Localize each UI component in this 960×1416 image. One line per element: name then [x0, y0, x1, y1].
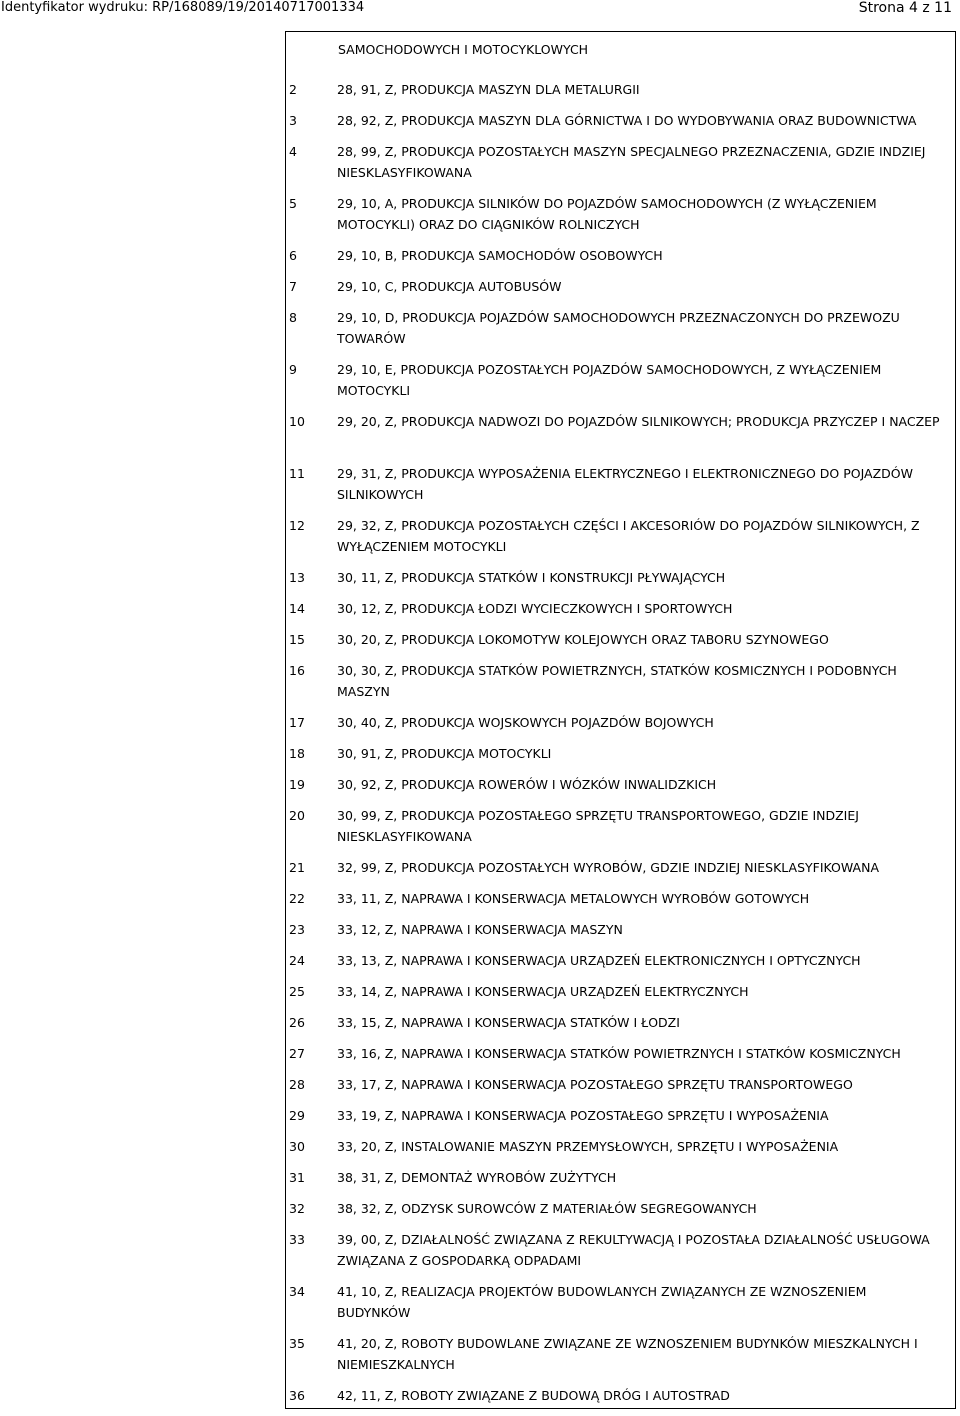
list-item: [289, 1105, 956, 1136]
list-item: [289, 598, 956, 629]
list-item-number: 15: [289, 632, 305, 647]
list-item: [289, 805, 956, 857]
list-item-text: 29, 10, A, PRODUKCJA SILNIKÓW DO POJAZDÓW SAMOCHODOWYCH (Z WYŁĄCZENIEM MOTOCYKLI) ORAZ DO CIĄGNIKÓW ROLNICZYCH: [337, 196, 877, 232]
list-item-number: 14: [289, 601, 305, 616]
list-item: [289, 245, 956, 276]
list-item: [289, 411, 956, 463]
page-header: [0, 0, 960, 18]
list-item: [289, 463, 956, 515]
list-item: [289, 276, 956, 307]
list-item-number: 25: [289, 984, 305, 999]
list-item-number: 34: [289, 1284, 305, 1299]
list-item-text: 29, 20, Z, PRODUKCJA NADWOZI DO POJAZDÓW SILNIKOWYCH; PRODUKCJA PRZYCZEP I NACZEP: [337, 414, 940, 429]
list-item-text: 30, 11, Z, PRODUKCJA STATKÓW I KONSTRUKCJI PŁYWAJĄCYCH: [337, 570, 726, 585]
list-item-number: 20: [289, 808, 305, 823]
list-item-number: 17: [289, 715, 305, 730]
list-item-text: 30, 20, Z, PRODUKCJA LOKOMOTYW KOLEJOWYCH ORAZ TABORU SZYNOWEGO: [337, 632, 829, 647]
list-item: [289, 857, 956, 888]
list-item-text: 28, 91, Z, PRODUKCJA MASZYN DLA METALURGII: [337, 82, 640, 97]
list-item-number: 9: [289, 362, 297, 377]
list-item: [289, 1012, 956, 1043]
list-item-number: 4: [289, 144, 297, 159]
list-item: [289, 359, 956, 411]
page-indicator: Strona 4 z 11: [858, 0, 952, 16]
list-item-number: 26: [289, 1015, 305, 1030]
list-item-text: 30, 91, Z, PRODUKCJA MOTOCYKLI: [337, 746, 552, 761]
list-item: [289, 1229, 956, 1281]
list-item-number: 10: [289, 414, 305, 429]
list-item: [289, 515, 956, 567]
list-item-number: 11: [289, 466, 305, 481]
list-item: [289, 1333, 956, 1385]
list-item-text: 32, 99, Z, PRODUKCJA POZOSTAŁYCH WYROBÓW, GDZIE INDZIEJ NIESKLASYFIKOWANA: [337, 860, 880, 875]
list-item-number: 12: [289, 518, 305, 533]
list-item-text: 29, 32, Z, PRODUKCJA POZOSTAŁYCH CZĘŚCI I AKCESORIÓW DO POJAZDÓW SILNIKOWYCH, Z WYŁĄCZENIEM MOTOCYKLI: [337, 518, 920, 554]
list-item-text: 30, 12, Z, PRODUKCJA ŁODZI WYCIECZKOWYCH I SPORTOWYCH: [337, 601, 733, 616]
list-item: [289, 307, 956, 359]
list-item-number: 33: [289, 1232, 305, 1247]
list-item-number: 27: [289, 1046, 305, 1061]
list-item-number: 35: [289, 1336, 305, 1351]
list-item-text: 33, 12, Z, NAPRAWA I KONSERWACJA MASZYN: [337, 922, 623, 937]
list-item: [289, 1167, 956, 1198]
list-item: [289, 712, 956, 743]
list-item-text: 29, 10, E, PRODUKCJA POZOSTAŁYCH POJAZDÓW SAMOCHODOWYCH, Z WYŁĄCZENIEM MOTOCYKLI: [337, 362, 882, 398]
list-item-number: 7: [289, 279, 297, 294]
list-item-number: 28: [289, 1077, 305, 1092]
list-item-text: 29, 10, D, PRODUKCJA POJAZDÓW SAMOCHODOWYCH PRZEZNACZONYCH DO PRZEWOZU TOWARÓW: [337, 310, 900, 346]
list-item-number: 31: [289, 1170, 305, 1185]
list-item-text: 39, 00, Z, DZIAŁALNOŚĆ ZWIĄZANA Z REKULTYWACJĄ I POZOSTAŁA DZIAŁALNOŚĆ USŁUGOWA ZWIĄZANA Z GOSPODARKĄ ODPADAMI: [337, 1232, 930, 1268]
list-item-text: 38, 31, Z, DEMONTAŻ WYROBÓW ZUŻYTYCH: [337, 1170, 617, 1185]
list-item-text: 29, 31, Z, PRODUKCJA WYPOSAŻENIA ELEKTRYCZNEGO I ELEKTRONICZNEGO DO POJAZDÓW SILNIKOWYCH: [337, 466, 913, 502]
list-item-text: 28, 92, Z, PRODUKCJA MASZYN DLA GÓRNICTWA I DO WYDOBYWANIA ORAZ BUDOWNICTWA: [337, 113, 917, 128]
list-item-number: 18: [289, 746, 305, 761]
list-item-number: 23: [289, 922, 305, 937]
list-item-number: 29: [289, 1108, 305, 1123]
list-item: [289, 141, 956, 193]
list-item: [289, 743, 956, 774]
list-item-text: 30, 40, Z, PRODUKCJA WOJSKOWYCH POJAZDÓW BOJOWYCH: [337, 715, 714, 730]
list-item: [289, 629, 956, 660]
list-item-text: 30, 92, Z, PRODUKCJA ROWERÓW I WÓZKÓW INWALIDZKICH: [337, 777, 717, 792]
list-item: [289, 888, 956, 919]
list-item: [289, 1043, 956, 1074]
list-item-number: 24: [289, 953, 305, 968]
list-item-text: 29, 10, C, PRODUKCJA AUTOBUSÓW: [337, 279, 562, 294]
list-item: [289, 981, 956, 1012]
list-item-number: 22: [289, 891, 305, 906]
list-item: [289, 567, 956, 598]
list-item-text: 33, 20, Z, INSTALOWANIE MASZYN PRZEMYSŁOWYCH, SPRZĘTU I WYPOSAŻENIA: [337, 1139, 839, 1154]
list-item: [289, 1136, 956, 1167]
list-item-text: 29, 10, B, PRODUKCJA SAMOCHODÓW OSOBOWYCH: [337, 248, 663, 263]
list-item-number: 19: [289, 777, 305, 792]
list-item: [289, 660, 956, 712]
list-item-text: 41, 20, Z, ROBOTY BUDOWLANE ZWIĄZANE ZE WZNOSZENIEM BUDYNKÓW MIESZKALNYCH I NIEMIESZKALNYCH: [337, 1336, 918, 1372]
list-item: [289, 1198, 956, 1229]
list-item-text: 33, 16, Z, NAPRAWA I KONSERWACJA STATKÓW POWIETRZNYCH I STATKÓW KOSMICZNYCH: [337, 1046, 901, 1061]
list-item-number: 3: [289, 113, 297, 128]
list-item-text: 33, 15, Z, NAPRAWA I KONSERWACJA STATKÓW I ŁODZI: [337, 1015, 680, 1030]
print-identifier: Identyfikator wydruku: RP/168089/19/20140717001334: [1, 0, 365, 15]
list-item: [289, 950, 956, 981]
list-item-text: 42, 11, Z, ROBOTY ZWIĄZANE Z BUDOWĄ DRÓG I AUTOSTRAD: [337, 1388, 730, 1403]
list-item-text: 38, 32, Z, ODZYSK SUROWCÓW Z MATERIAŁÓW SEGREGOWANYCH: [337, 1201, 757, 1216]
list-item-text: 41, 10, Z, REALIZACJA PROJEKTÓW BUDOWLANYCH ZWIĄZANYCH ZE WZNOSZENIEM BUDYNKÓW: [337, 1284, 867, 1320]
list-item-text: 33, 17, Z, NAPRAWA I KONSERWACJA POZOSTAŁEGO SPRZĘTU TRANSPORTOWEGO: [337, 1077, 853, 1092]
list-item-text: 33, 13, Z, NAPRAWA I KONSERWACJA URZĄDZEŃ ELEKTRONICZNYCH I OPTYCZNYCH: [337, 953, 861, 968]
list-item-number: 8: [289, 310, 297, 325]
list-item: [289, 919, 956, 950]
continuation-text: SAMOCHODOWYCH I MOTOCYKLOWYCH: [338, 42, 589, 57]
list-item: [289, 1281, 956, 1333]
list-item-number: 21: [289, 860, 305, 875]
list-item-number: 5: [289, 196, 297, 211]
list-item-text: 30, 99, Z, PRODUKCJA POZOSTAŁEGO SPRZĘTU TRANSPORTOWEGO, GDZIE INDZIEJ NIESKLASYFIKOWANA: [337, 808, 859, 844]
list-item-number: 32: [289, 1201, 305, 1216]
list-item-text: 30, 30, Z, PRODUKCJA STATKÓW POWIETRZNYCH, STATKÓW KOSMICZNYCH I PODOBNYCH MASZYN: [337, 663, 897, 699]
list-item: [289, 1385, 956, 1416]
list-item-text: 33, 11, Z, NAPRAWA I KONSERWACJA METALOWYCH WYROBÓW GOTOWYCH: [337, 891, 810, 906]
list-item-number: 2: [289, 82, 297, 97]
list-item-text: 33, 19, Z, NAPRAWA I KONSERWACJA POZOSTAŁEGO SPRZĘTU I WYPOSAŻENIA: [337, 1108, 829, 1123]
list-item-number: 6: [289, 248, 297, 263]
list-item: [289, 110, 956, 141]
list-item-text: 28, 99, Z, PRODUKCJA POZOSTAŁYCH MASZYN SPECJALNEGO PRZEZNACZENIA, GDZIE INDZIEJ NIESKLASYFIKOWANA: [337, 144, 926, 180]
list-item-number: 30: [289, 1139, 305, 1154]
list-item: [289, 193, 956, 245]
list-item-number: 13: [289, 570, 305, 585]
list-item: [289, 774, 956, 805]
list-item-number: 36: [289, 1388, 305, 1403]
list-item-text: 33, 14, Z, NAPRAWA I KONSERWACJA URZĄDZEŃ ELEKTRYCZNYCH: [337, 984, 749, 999]
list-item: [289, 79, 956, 110]
list-item: [289, 1074, 956, 1105]
pkd-list-table: [289, 79, 956, 1416]
list-item-number: 16: [289, 663, 305, 678]
